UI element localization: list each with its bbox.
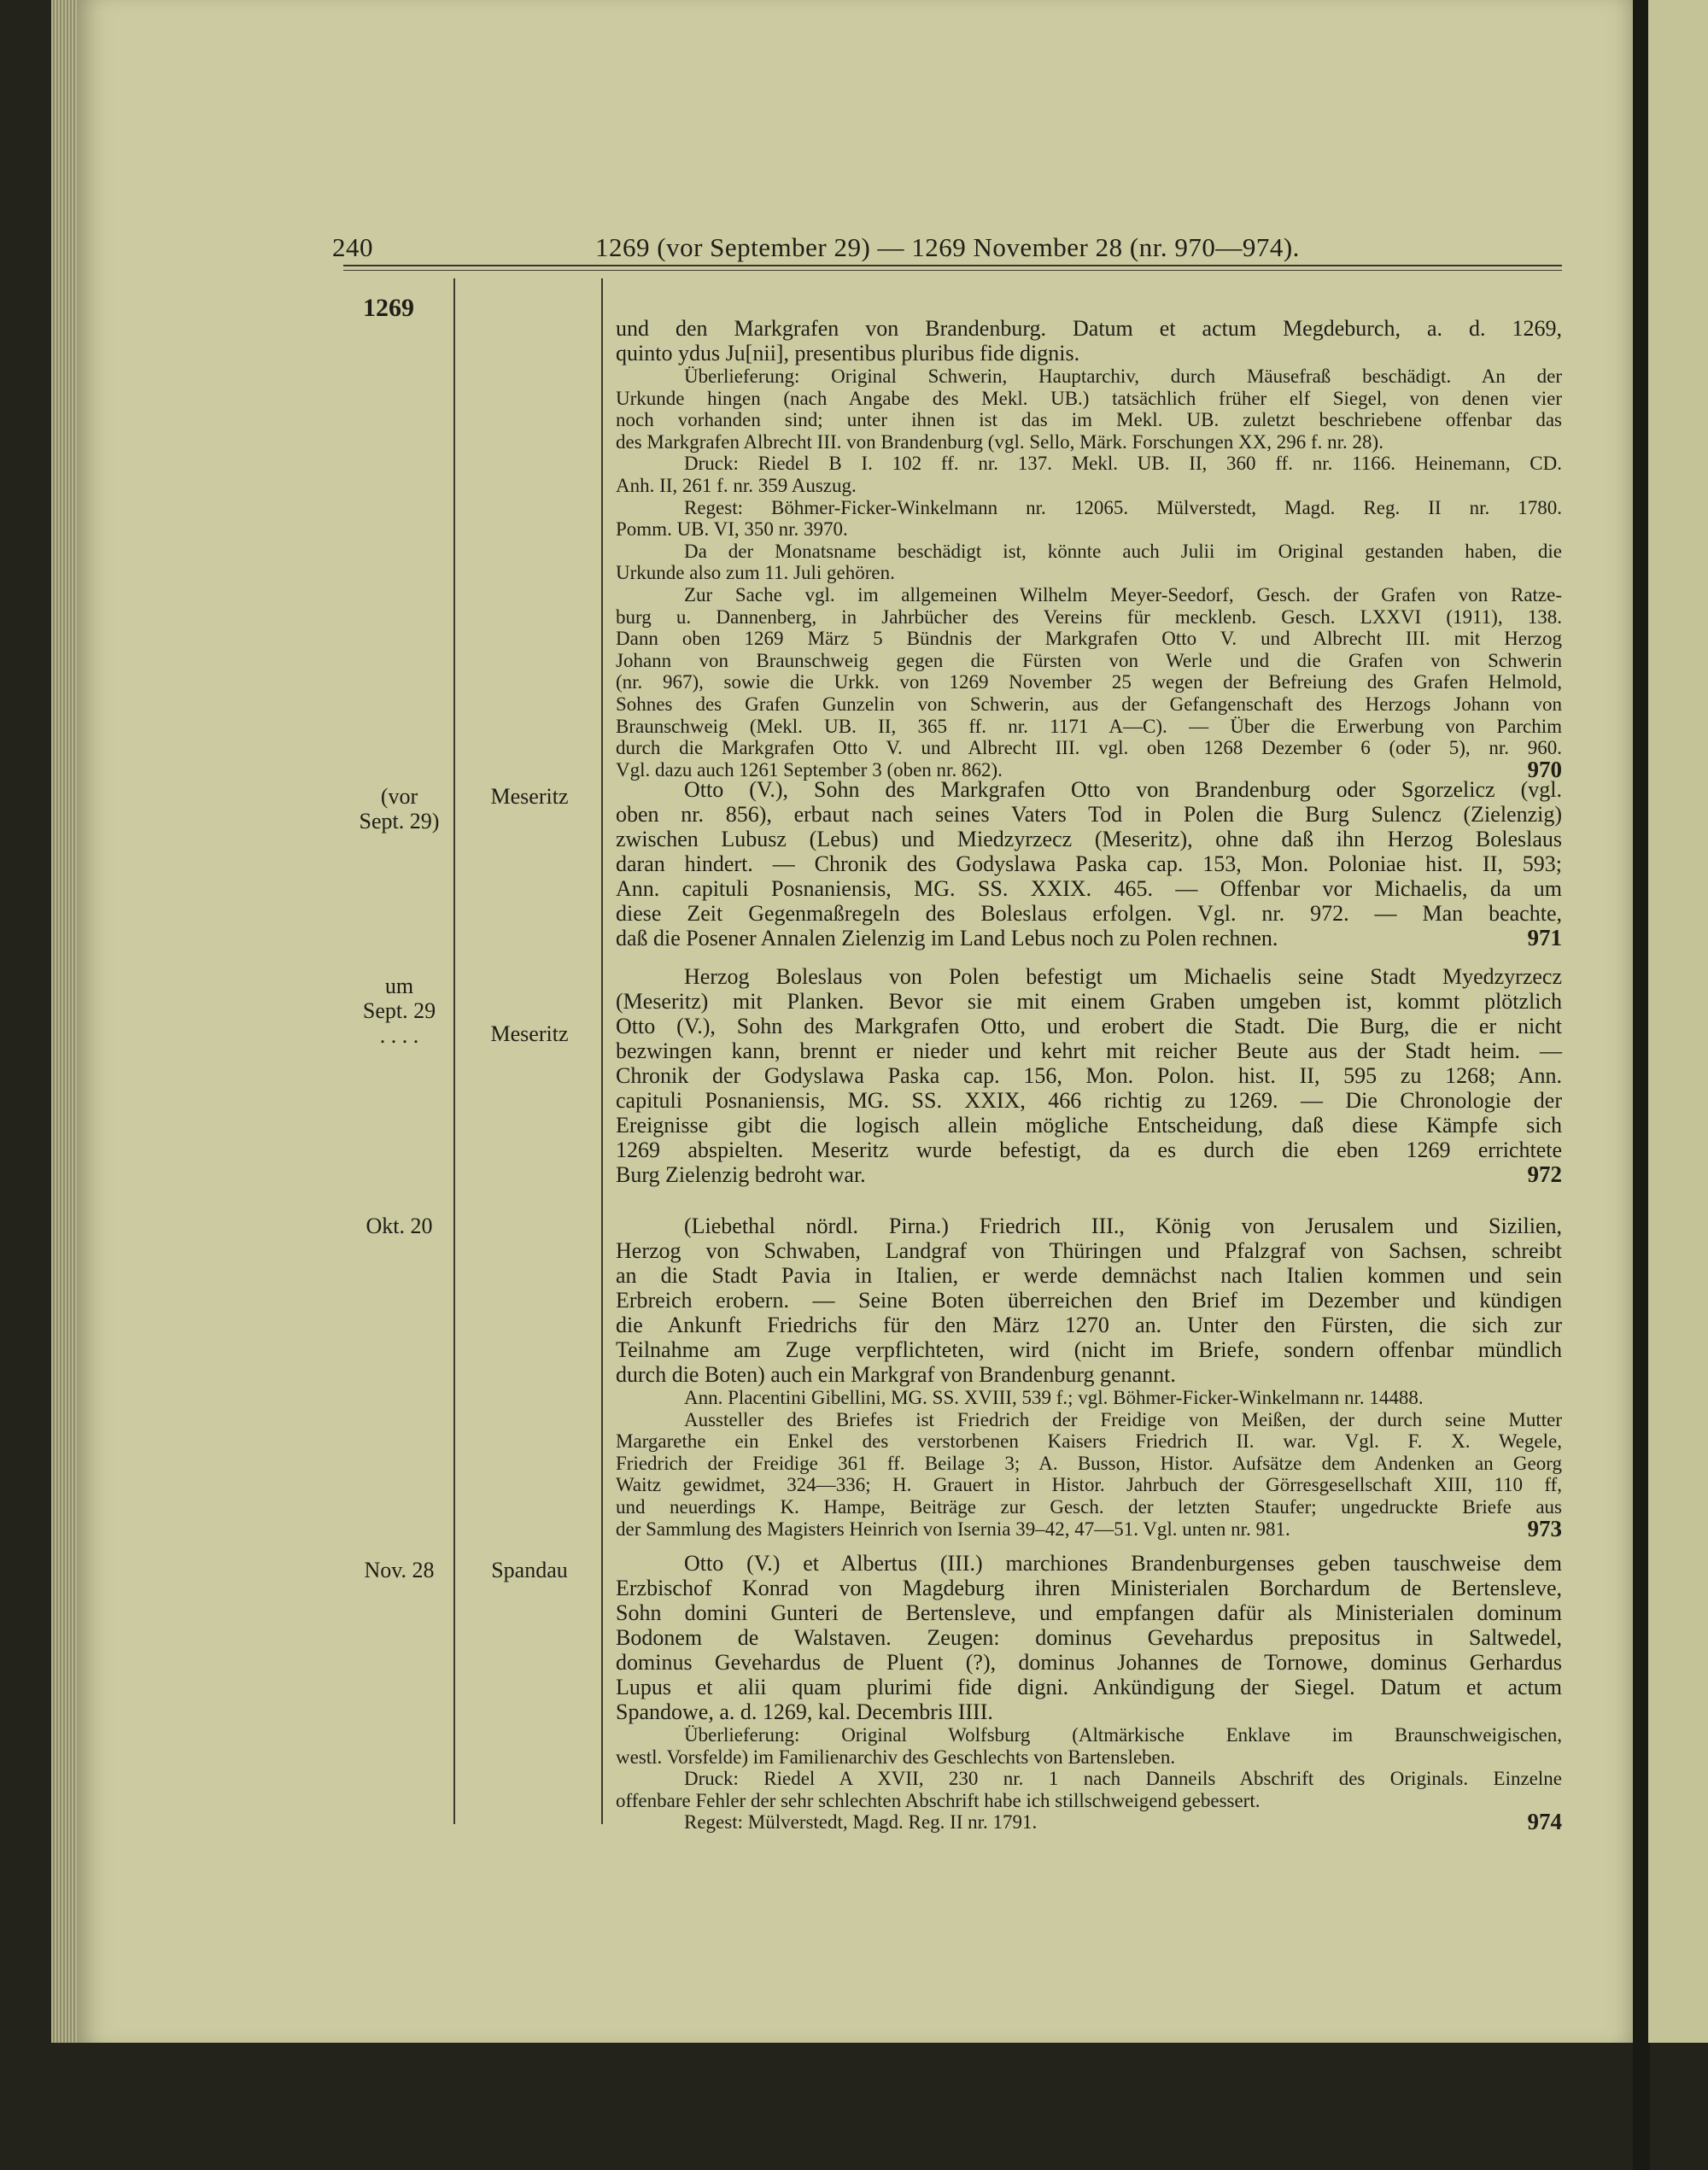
entry-note [616,1768,1562,1811]
text-line: burg u. Dannenberg, in Jahrbücher des Vereins für mecklenb. Gesch. LXXVI (1911), 138. [616,605,1562,628]
text-line: Margarethe ein Enkel des verstorbenen Kaisers Friedrich II. war. Vgl. F. X. Wegele, [616,1430,1562,1453]
text-line: Dann oben 1269 März 5 Bündnis der Markgrafen Otto V. und Albrecht III. mit Herzog [616,628,1562,650]
text-line: durch die Boten) auch ein Markgraf von Brandenburg genannt. [616,1362,1176,1387]
date-line: Sept. 29) [359,809,440,833]
regest-entry [616,1214,1562,1540]
text-line: des Markgrafen Albrecht III. von Brandenburg (vgl. Sello, Märk. Forschungen XX, 296 f. nr. 28). [616,430,1383,453]
text-line: westl. Vorsfelde) im Familienarchiv des Geschlechts von Bartensleben. [616,1746,1176,1768]
text-line: Überlieferung: Original Wolfsburg (Altmärkische Enklave im Braunschweigischen, [684,1724,1562,1746]
text-line: Überlieferung: Original Schwerin, Hauptarchiv, durch Mäusefraß beschädigt. An der [684,366,1562,387]
text-line: Ereignisse gibt die logisch allein mögliche Entscheidung, daß diese Kämpfe sich [616,1113,1562,1138]
entry-date [346,1214,453,1238]
text-line: (nr. 967), sowie die Urkk. von 1269 November 25 wegen der Befreiung des Grafen Helmold, [616,671,1562,693]
text-line: durch die Markgrafen Otto V. und Albrecht III. vgl. oben 1268 Dezember 6 (oder 5), nr. 960. [616,737,1562,759]
header-rule-top [343,265,1562,266]
text-line: (Meseritz) mit Planken. Bevor sie mit einem Graben umgeben ist, kommt plötzlich [616,989,1562,1014]
text-line: daran hindert. — Chronik des Godyslawa Paska cap. 153, Mon. Poloniae hist. II, 593; [616,851,1562,876]
regest-entry [616,777,1562,950]
text-line: Chronik der Godyslawa Paska cap. 156, Mon. Polon. hist. II, 595 zu 1268; Ann. [616,1063,1562,1088]
text-line: Friedrich der Freidige 361 ff. Beilage 3; A. Busson, Histor. Aufsätze dem Andenken an Georg [616,1452,1562,1474]
running-title: 1269 (vor September 29) — 1269 November 28 (nr. 970—974). [595,232,1300,262]
entry-note [616,1409,1562,1541]
text-line: noch vorhanden sind; unter ihnen ist das im Mekl. UB. zuletzt beschriebene offenbar das [616,409,1562,431]
entry-note [616,541,1562,584]
text-line: und neuerdings K. Hampe, Beiträge zur Gesch. der letzten Staufer; ungedruckte Briefe aus [616,1495,1562,1518]
entry-text [616,777,1562,950]
header-rule-bottom [343,270,1562,271]
text-line: Erbreich erobern. — Seine Boten überreichen den Brief im Dezember und kündigen [616,1288,1562,1313]
entry-text [616,1551,1562,1724]
text-line: zwischen Lubusz (Lebus) und Miedzyrzecz (Meseritz), ohne daß ihn Herzog Boleslaus [616,827,1562,851]
entry-note [616,1387,1562,1409]
entry-number: 974 [1527,1809,1562,1835]
text-line: Aussteller des Briefes ist Friedrich der Freidige von Meißen, der durch seine Mutter [684,1408,1562,1430]
page-number: 240 [332,232,373,262]
entry-text [616,1214,1562,1387]
entry-place: Meseritz [490,1021,569,1046]
text-line: Sohn domini Gunteri de Bertensleve, und empfangen dafür als Ministerialen dominum [616,1600,1562,1625]
entry-number: 972 [1527,1161,1562,1187]
text-line: Zur Sache vgl. im allgemeinen Wilhelm Meyer-Seedorf, Gesch. der Grafen von Ratze- [684,583,1562,605]
text-line-content: Vgl. dazu auch 1261 September 3 (oben nr. 862). [616,758,1003,781]
text-line: Pomm. UB. VI, 350 nr. 3970. [616,518,848,541]
text-line: Bodonem de Walstaven. Zeugen: dominus Gevehardus prepositus in Saltwedel, [616,1625,1562,1650]
date-line: Sept. 29 [362,998,436,1023]
regest-entry [616,964,1562,1187]
entry-number: 970 [1527,756,1562,782]
text-line [616,1515,1562,1541]
text-line: Regest: Böhmer-Ficker-Winkelmann nr. 12065. Mülverstedt, Magd. Reg. II nr. 1780. [684,496,1562,518]
entry-note [616,1811,1562,1834]
text-line: an die Stadt Pavia in Italien, er werde demnächst nach Italien kommen und sein [616,1263,1562,1288]
text-line: Anh. II, 261 f. nr. 359 Auszug. [616,474,857,496]
text-line: Braunschweig (Mekl. UB. II, 365 ff. nr. 1171 A—C). — Über die Erwerbung von Parchim [616,715,1562,737]
date-line: (vor [380,784,418,809]
entry-number: 971 [1527,925,1562,950]
year-label: 1269 [363,294,414,322]
page-edges [51,0,77,2043]
text-line: Herzog Boleslaus von Polen befestigt um Michaelis seine Stadt Myedzyrzecz [684,964,1562,989]
text-line: capituli Posnaniensis, MG. SS. XXIX, 466 richtig zu 1269. — Die Chronologie der [616,1088,1562,1113]
text-line: Druck: Riedel B I. 102 ff. nr. 137. Mekl. UB. II, 360 ff. nr. 1166. Heinemann, CD. [684,453,1562,475]
date-line: . . . . [379,1023,419,1048]
entry-place: Spandau [491,1558,568,1582]
text-line-content: Regest: Mülverstedt, Magd. Reg. II nr. 1791. [684,1811,1038,1834]
entry-date [346,784,453,833]
date-line: Okt. 20 [366,1214,433,1238]
entry-text [616,316,1562,366]
text-line: Urkunde hingen (nach Angabe des Mekl. UB.) tatsächlich früher elf Siegel, von denen vier [616,387,1562,409]
text-line: Urkunde also zum 11. Juli gehören. [616,562,895,584]
entry-note [616,1724,1562,1768]
text-line-content: Burg Zielenzig bedroht war. [616,1162,866,1187]
regest-entry [616,1551,1562,1834]
text-line: Erzbischof Konrad von Magdeburg ihren Ministerialen Borchardum de Bertensleve, [616,1576,1562,1600]
text-line-content: der Sammlung des Magisters Heinrich von Isernia 39–42, 47—51. Vgl. unten nr. 981. [616,1518,1290,1540]
text-line: Waitz gewidmet, 324—336; H. Grauert in Histor. Jahrbuch der Görresgesellschaft XIII, 110 ff, [616,1474,1562,1496]
text-line: und den Markgrafen von Brandenburg. Datum et actum Megdeburch, a. d. 1269, [616,316,1562,341]
text-line-content: daß die Posener Annalen Zielenzig im Land Lebus noch zu Polen rechnen. [616,926,1278,950]
text-line: dominus Gevehardus de Pluent (?), dominus Johannes de Tornowe, dominus Gerhardus [616,1650,1562,1675]
text-line: Otto (V.), Sohn des Markgrafen Otto, und erobert die Stadt. Die Burg, die er nicht [616,1014,1562,1038]
column-divider-place [601,278,603,1824]
text-line: oben nr. 856), erbaut nach seines Vaters Tod in Polen die Burg Sulencz (Zielenzig) [616,802,1562,827]
text-line: Otto (V.), Sohn des Markgrafen Otto von Brandenburg oder Sgorzelicz (vgl. [684,777,1562,802]
entry-note [616,453,1562,496]
text-line: Herzog von Schwaben, Landgraf von Thüringen und Pfalzgraf von Sachsen, schreibt [616,1238,1562,1263]
text-line: Otto (V.) et Albertus (III.) marchiones Brandenburgenses geben tauschweise dem [684,1551,1562,1576]
text-line: Ann. Placentini Gibellini, MG. SS. XVIII, 539 f.; vgl. Böhmer-Ficker-Winkelmann nr. 14488. [684,1387,1424,1408]
text-line: Lupus et alii quam plurimi fide digni. Ankündigung der Siegel. Datum et actum [616,1675,1562,1699]
text-line [616,1162,1562,1187]
entry-note [616,497,1562,541]
text-line: Druck: Riedel A XVII, 230 nr. 1 nach Danneils Abschrift des Originals. Einzelne [684,1768,1562,1790]
text-line: diese Zeit Gegenmaßregeln des Boleslaus erfolgen. Vgl. nr. 972. — Man beachte, [616,901,1562,926]
entry-number: 973 [1527,1515,1562,1541]
text-line [616,1811,1562,1834]
facing-page-edge [1648,0,1708,2043]
column-divider-date [453,278,455,1824]
entry-date [346,1558,453,1582]
text-line: Spandowe, a. d. 1269, kal. Decembris IIII. [616,1699,993,1724]
text-line: (Liebethal nördl. Pirna.) Friedrich III., König von Jerusalem und Sizilien, [684,1214,1562,1238]
entry-date [346,974,453,1048]
text-line: Teilnahme am Zuge verpflichteten, wird (nicht im Briefe, sondern offenbar mündlich [616,1337,1562,1362]
text-line [616,926,1562,950]
entry-place: Meseritz [490,784,569,809]
text-line: offenbare Fehler der sehr schlechten Abschrift habe ich stillschweigend gebessert. [616,1789,1261,1811]
text-line: Sohnes des Grafen Gunzelin von Schwerin, aus der Gefangenschaft des Herzogs Johann von [616,693,1562,715]
text-line: Ann. capituli Posnaniensis, MG. SS. XXIX. 465. — Offenbar vor Michaelis, da um [616,876,1562,901]
entry-text [616,964,1562,1187]
date-line: um [384,974,414,998]
entry-note [616,366,1562,453]
book-gutter [1633,0,1650,2170]
text-line: Da der Monatsname beschädigt ist, könnte auch Julii im Original gestanden haben, die [684,540,1562,562]
date-line: Nov. 28 [364,1558,435,1582]
regest-entry [616,316,1562,781]
text-line: 1269 abspielten. Meseritz wurde befestigt, da es durch die eben 1269 errichtete [616,1138,1562,1162]
entry-note [616,584,1562,781]
text-line: quinto ydus Ju[nii], presentibus pluribus fide dignis. [616,341,1080,366]
text-line: bezwingen kann, brennt er nieder und kehrt mit reicher Beute aus der Stadt heim. — [616,1038,1562,1063]
text-line: Johann von Braunschweig gegen die Fürsten von Werle und die Grafen von Schwerin [616,649,1562,671]
text-line: die Ankunft Friedrichs für den März 1270 an. Unter den Fürsten, die sich zur [616,1313,1562,1337]
